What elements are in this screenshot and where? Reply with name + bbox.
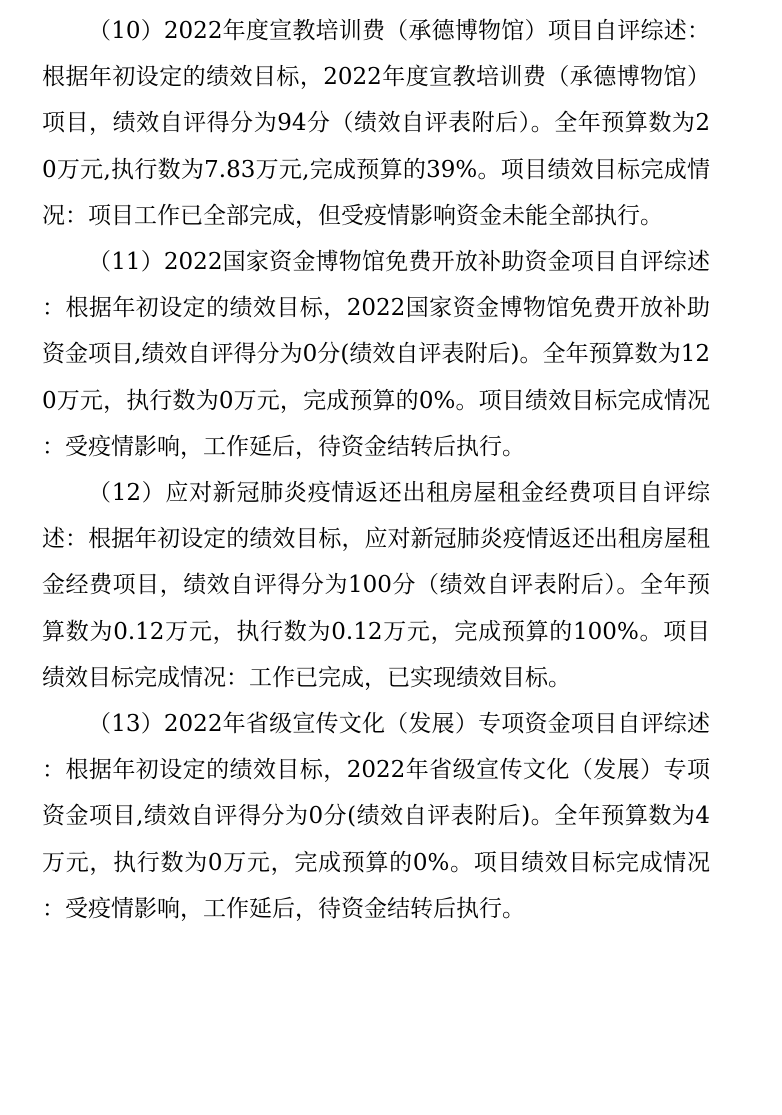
paragraph-item-11: （11）2022国家资金博物馆免费开放补助资金项目自评综述：根据年初设定的绩效目标，2022国家资金博物馆免费开放补助资金项目,绩效自评得分为0分(绩效自评表附后)。全年预算数为120万元，执行数为0万元，完成预算的0%。项目绩效目标完成情况：受疫情影响，工作延后，待资金结转后执行。 — [42, 249, 710, 460]
paragraph-item-12: （12）应对新冠肺炎疫情返还出租房屋租金经费项目自评综述：根据年初设定的绩效目标，应对新冠肺炎疫情返还出租房屋租金经费项目，绩效自评得分为100分（绩效自评表附后）。全年预算数为0.12万元，执行数为0.12万元，完成预算的100%。项目绩效目标完成情况：工作已完成，已实现绩效目标。 — [42, 480, 710, 691]
paragraph-item-10: （10）2022年度宣教培训费（承德博物馆）项目自评综述：根据年初设定的绩效目标，2022年度宣教培训费（承德博物馆）项目，绩效自评得分为94分（绩效自评表附后）。全年预算数为20万元,执行数为7.83万元,完成预算的39%。项目绩效目标完成情况：项目工作已全部完成，但受疫情影响资金未能全部执行。 — [42, 18, 710, 229]
document-page — [42, 8, 710, 932]
paragraph-item-13: （13）2022年省级宣传文化（发展）专项资金项目自评综述：根据年初设定的绩效目标，2022年省级宣传文化（发展）专项资金项目,绩效自评得分为0分(绩效自评表附后)。全年预算数为4万元，执行数为0万元，完成预算的0%。项目绩效目标完成情况：受疫情影响，工作延后，待资金结转后执行。 — [42, 711, 710, 922]
